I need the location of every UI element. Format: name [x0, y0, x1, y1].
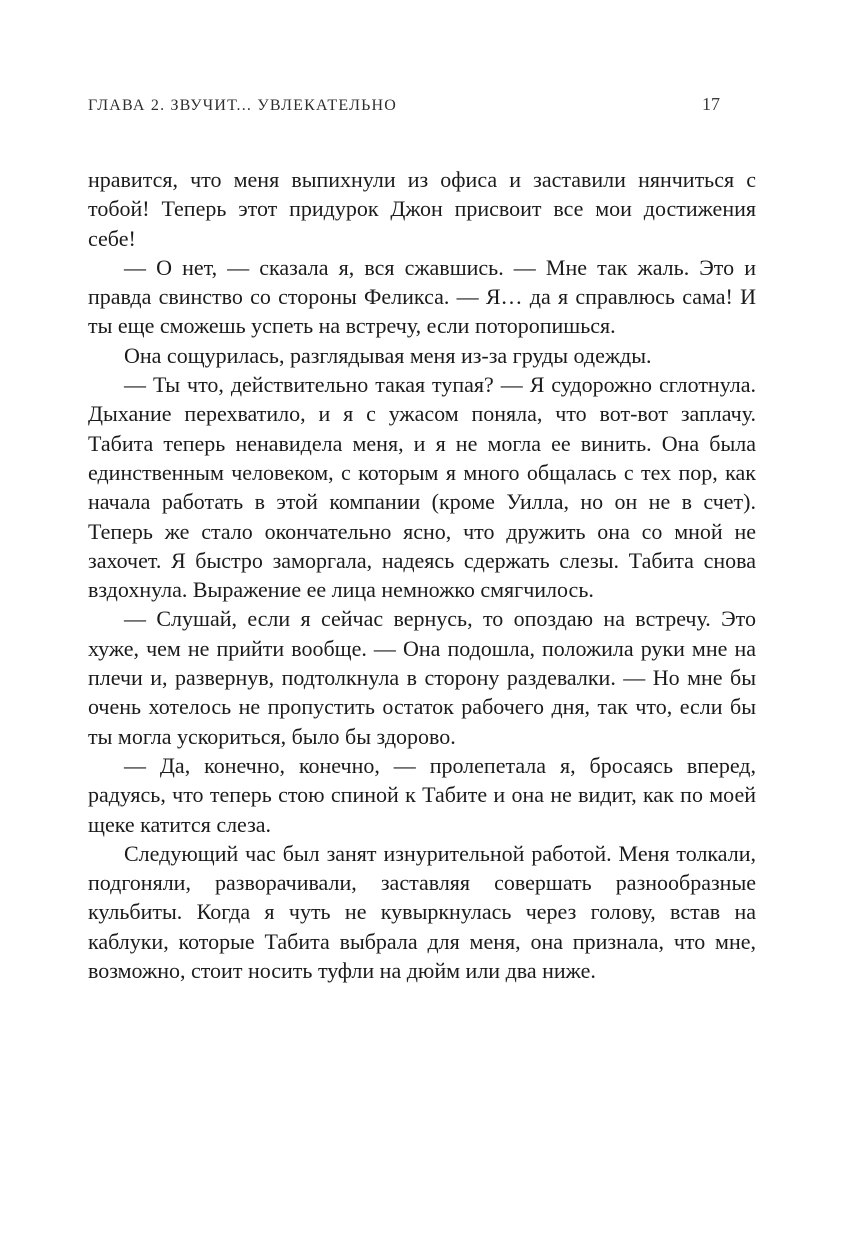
paragraph: — Да, конечно, конечно, — пролепетала я, бросаясь вперед, радуясь, что теперь стою спиной к Табите и она не видит, как по моей щеке катится слеза. — [88, 752, 756, 837]
page-body — [88, 165, 756, 985]
page-number: 17 — [702, 94, 720, 114]
paragraph: Она сощурилась, разглядывая меня из-за груды одежды. — [124, 342, 652, 368]
paragraph: — Слушай, если я сейчас вернусь, то опоздаю на встречу. Это хуже, чем не прийти вообще. — Она подошла, положила руки мне на плечи и, развернув, подтолкнула в сторону раздевалки. — Но мне бы очень хотелось не пропустить остаток рабочего дня, так что, если бы ты могла ускориться, было бы здорово. — [88, 606, 756, 749]
paragraph: нравится, что меня выпихнули из офиса и заставили нянчиться с тобой! Теперь этот придурок Джон присвоит все мои достижения себе! — [88, 167, 756, 251]
page-header — [88, 0, 756, 115]
paragraph: — Ты что, действительно такая тупая? — Я судорожно сглотнула. Дыхание перехватило, и я с ужасом поняла, что вот-вот заплачу. Табита теперь ненавидела меня, и я не могла ее винить. Она была единственным человеком, с которым я много общалась с тех пор, как начала работать в этой компании (кроме Уилла, но он не в счет). Теперь же стало окончательно ясно, что дружить она со мной не захочет. Я быстро заморгала, надеясь сдержать слезы. Табита снова вздохнула. Выражение ее лица немножко смягчилось. — [88, 372, 756, 603]
paragraph: Следующий час был занят изнурительной работой. Меня толкали, подгоняли, разворачивали, заставляя совершать разнообразные кульбиты. Когда я чуть не кувыркнулась через голову, встав на каблуки, которые Табита выбрала для меня, она признала, что мне, возможно, стоит носить туфли на дюйм или два ниже. — [88, 840, 756, 984]
running-head-chapter-title: ГЛАВА 2. ЗВУЧИТ... УВЛЕКАТЕЛЬНО — [88, 97, 398, 114]
paragraph: — О нет, — сказала я, вся сжавшись. — Мне так жаль. Это и правда свинство со стороны Феликса. — Я… да я справлюсь сама! И ты еще сможешь успеть на встречу, если поторопишься. — [88, 254, 756, 339]
